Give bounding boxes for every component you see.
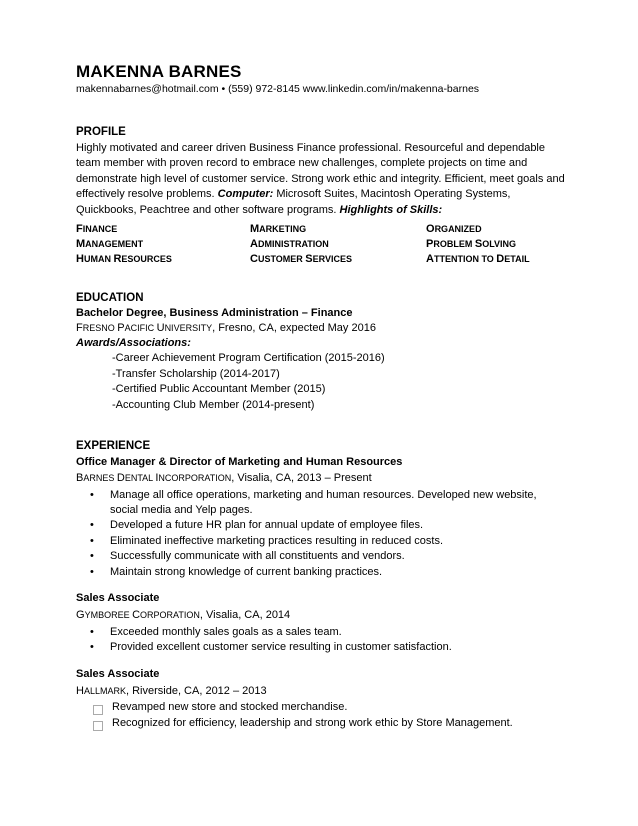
job-title: Sales Associate (76, 592, 160, 604)
education-heading: EDUCATION (76, 292, 144, 304)
skill-human-resources: HUMAN RESOURCES (76, 253, 172, 265)
contact-line: makennabarnes@hotmail.com • (559) 972-8145 www.linkedin.com/in/makenna-barnes (76, 83, 480, 95)
list-item: Revamped new store and stocked merchandise. (112, 701, 348, 713)
award-item: -Career Achievement Program Certification (2015-2016) (112, 352, 385, 364)
checkbox-bullet-icon (93, 705, 103, 715)
experience-heading: EXPERIENCE (76, 440, 151, 452)
skill-management: MANAGEMENT (76, 238, 144, 250)
bullet-icon: • (90, 626, 94, 638)
candidate-name: MAKENNA BARNES (76, 62, 242, 81)
list-item: Recognized for efficiency, leadership and strong work ethic by Store Management. (112, 717, 513, 729)
award-item: -Certified Public Accountant Member (2015) (112, 383, 326, 395)
skill-customer-services: CUSTOMER SERVICES (250, 253, 352, 265)
skill-administration: ADMINISTRATION (250, 238, 329, 250)
computer-skills: Microsoft Suites, Macintosh Operating Systems, Quickbooks, Peachtree and other software programs. (76, 188, 511, 216)
bullet-icon: • (90, 535, 94, 547)
skill-problem-solving: PROBLEM SOLVING (426, 238, 517, 250)
bullet-icon: • (90, 489, 94, 501)
skills-label: Highlights of Skills: (339, 203, 443, 216)
bullet-icon: • (90, 550, 94, 562)
employer-line: HALLMARK, Riverside, CA, 2012 – 2013 (76, 685, 267, 697)
bullet-icon: • (90, 566, 94, 578)
profile-summary: Highly motivated and career driven Business Finance professional. Resourceful and dependable team member with proven record to embrace new challenges, complete projects on time and demonstrate high level of customer service. Strong work ethic and integrity. Efficient, meet goals and effectively resolve problems. (76, 142, 565, 201)
skill-organized: ORGANIZED (426, 223, 482, 235)
profile-paragraph (76, 141, 566, 218)
checkbox-bullet-icon (93, 721, 103, 731)
computer-label: Computer: (217, 188, 274, 201)
bullet-icon: • (90, 641, 94, 653)
awards-label: Awards/Associations: (76, 337, 191, 349)
bullet-icon: • (90, 519, 94, 531)
resume-page: MAKENNA BARNES makennabarnes@hotmail.com • (559) 972-8145 www.linkedin.com/in/makenna-barnes PROFILE Highly motivated and career driven Business Finance professional. Resourceful and dependable team member with proven record to embrace new challenges, complete projects on time and demonstrate high level of customer service. Strong work ethic and integrity. Efficient, meet goals and effectively resolve problems. Computer: Microsoft Suites, Macintosh Operating Systems, Quickbooks, Peachtree and other software programs. Highlights of Skills: FINANCE MARKETING ORGANIZED MANAGEMENT ADMINISTRATION PROBLEM SOLVING HUMAN RESOURCES CUSTOMER SERVICES ATTENTION TO DETAIL EDUCATION Bachelor Degree, Business Administration – Finance FRESNO PACIFIC UNIVERSITY, Fresno, CA, expected May 2016 Awards/Associations: -Career Achievement Program Certification (2015-2016) -Transfer Scholarship (2014-2017) -Certified Public Accountant Member (2015) -Accounting Club Member (2014-present) EXPERIENCE Office Manager & Director of Marketing and Human Resources BARNES DENTAL INCORPORATION, Visalia, CA, 2013 – Present • Manage all office operations, marketing and human resources. Developed new website, social media and Yelp pages. • Developed a future HR plan for annual update of employee files. • Eliminated ineffective marketing practices resulting in reduced costs. • Successfully communicate with all constituents and vendors. • Maintain strong knowledge of current banking practices. Sales Associate GYMBOREE CORPORATION, Visalia, CA, 2014 • Exceeded monthly sales goals as a sales team. • Provided excellent customer service resulting in customer satisfaction. Sales Associate HALLMARK, Riverside, CA, 2012 – 2013 Revamped new store and stocked merchandise. Recognized for efficiency, leadership and strong work ethic by Store Management. (0, 0, 638, 826)
skill-finance: FINANCE (76, 223, 118, 235)
award-item: -Accounting Club Member (2014-present) (112, 399, 315, 411)
employer-line: BARNES DENTAL INCORPORATION, Visalia, CA, 2013 – Present (76, 472, 372, 484)
skill-attention-to-detail: ATTENTION TO DETAIL (426, 253, 530, 265)
skill-marketing: MARKETING (250, 223, 307, 235)
job-title: Sales Associate (76, 668, 160, 680)
job-title: Office Manager & Director of Marketing and Human Resources (76, 456, 403, 468)
employer-line: GYMBOREE CORPORATION, Visalia, CA, 2014 (76, 609, 291, 621)
profile-heading: PROFILE (76, 126, 126, 138)
school-line: FRESNO PACIFIC UNIVERSITY, Fresno, CA, expected May 2016 (76, 322, 376, 334)
award-item: -Transfer Scholarship (2014-2017) (112, 368, 280, 380)
degree: Bachelor Degree, Business Administration – Finance (76, 307, 353, 319)
